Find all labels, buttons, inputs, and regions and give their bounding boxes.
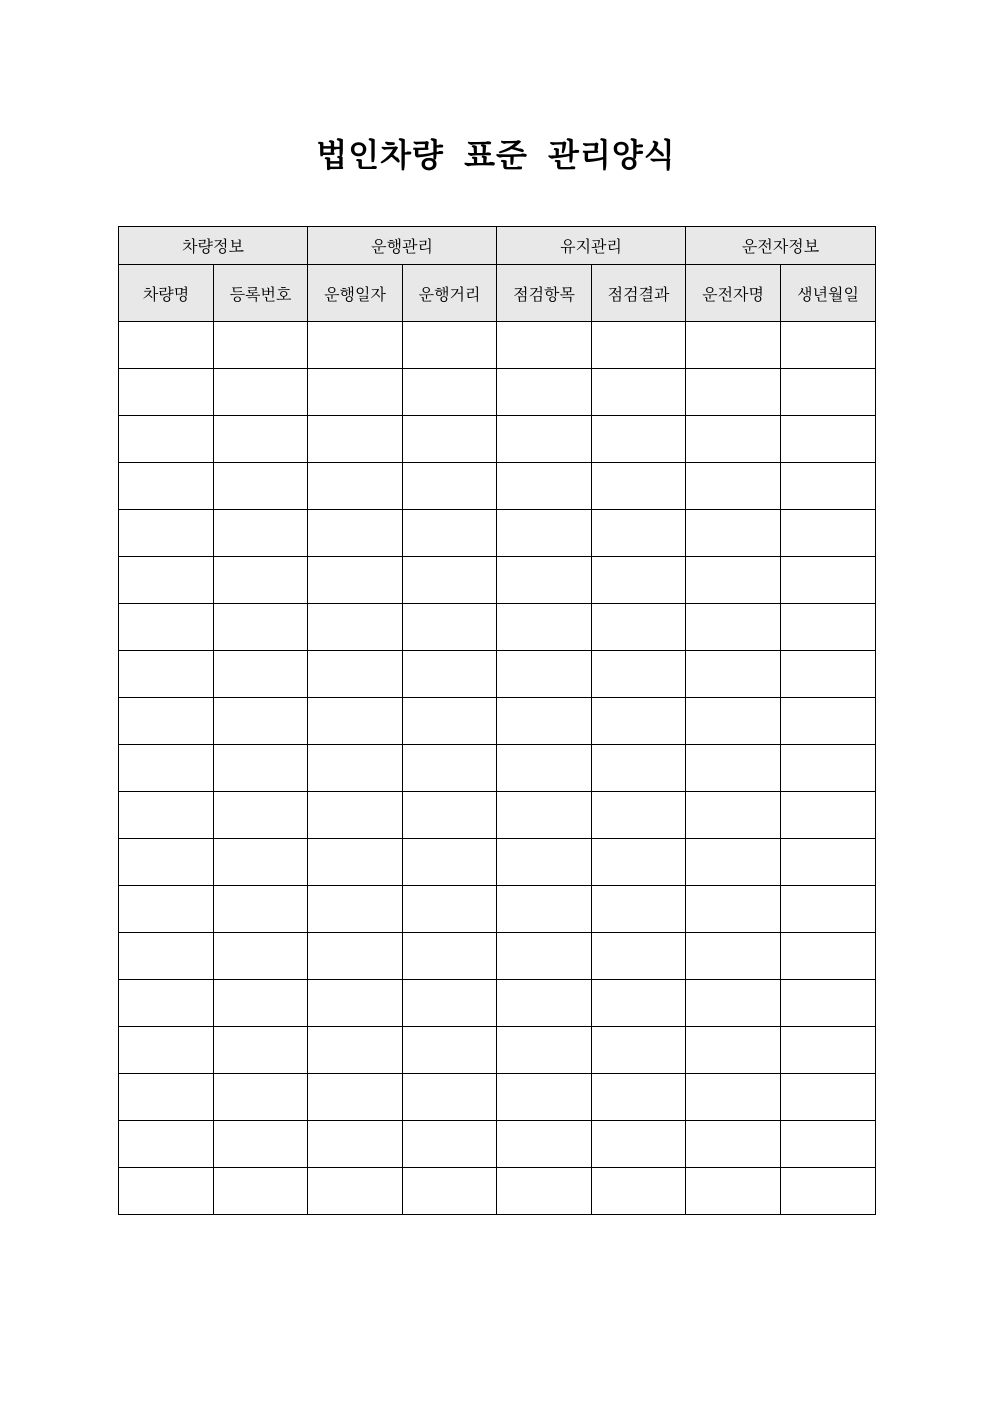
table-cell[interactable] — [308, 1168, 403, 1215]
column-header-inspection-item: 점검항목 — [497, 265, 592, 322]
group-header-row — [119, 227, 876, 265]
table-cell[interactable] — [214, 1074, 308, 1121]
table-row — [119, 792, 876, 839]
table-cell[interactable] — [781, 745, 876, 792]
table-cell[interactable] — [214, 792, 308, 839]
table-cell[interactable] — [403, 369, 497, 416]
table-cell[interactable] — [119, 557, 214, 604]
table-cell[interactable] — [214, 604, 308, 651]
table-cell[interactable] — [119, 698, 214, 745]
table-row — [119, 604, 876, 651]
group-header-operation: 운행관리 — [308, 227, 497, 265]
table-row — [119, 463, 876, 510]
table-row — [119, 1027, 876, 1074]
table-cell[interactable] — [119, 604, 214, 651]
table-cell[interactable] — [686, 1027, 781, 1074]
table-cell[interactable] — [592, 416, 686, 463]
table-cell[interactable] — [214, 463, 308, 510]
table-cell[interactable] — [497, 510, 592, 557]
table-cell[interactable] — [686, 369, 781, 416]
table-cell[interactable] — [781, 651, 876, 698]
table-cell[interactable] — [119, 792, 214, 839]
table-cell[interactable] — [781, 557, 876, 604]
table-cell[interactable] — [592, 886, 686, 933]
table-cell[interactable] — [214, 651, 308, 698]
table-cell[interactable] — [686, 604, 781, 651]
table-cell[interactable] — [403, 886, 497, 933]
table-cell[interactable] — [308, 839, 403, 886]
table-cell[interactable] — [214, 698, 308, 745]
table-cell[interactable] — [592, 1074, 686, 1121]
table-cell[interactable] — [686, 1074, 781, 1121]
table-cell[interactable] — [119, 886, 214, 933]
table-row — [119, 1074, 876, 1121]
table-cell[interactable] — [497, 463, 592, 510]
table-cell[interactable] — [214, 745, 308, 792]
table-cell[interactable] — [686, 792, 781, 839]
table-cell[interactable] — [308, 557, 403, 604]
group-header-driver-info: 운전자정보 — [686, 227, 876, 265]
table-cell[interactable] — [497, 745, 592, 792]
table-cell[interactable] — [781, 980, 876, 1027]
vehicle-management-table — [118, 226, 876, 1215]
table-cell[interactable] — [119, 463, 214, 510]
table-cell[interactable] — [119, 510, 214, 557]
table-cell[interactable] — [308, 1027, 403, 1074]
table-cell[interactable] — [214, 1168, 308, 1215]
table-cell[interactable] — [497, 604, 592, 651]
table-cell[interactable] — [592, 557, 686, 604]
table-cell[interactable] — [403, 416, 497, 463]
table-cell[interactable] — [497, 980, 592, 1027]
table-row — [119, 933, 876, 980]
table-cell[interactable] — [781, 1168, 876, 1215]
table-cell[interactable] — [403, 745, 497, 792]
table-cell[interactable] — [686, 886, 781, 933]
column-header-operation-distance: 운행거리 — [403, 265, 497, 322]
table-cell[interactable] — [119, 1168, 214, 1215]
table-cell[interactable] — [403, 463, 497, 510]
table-cell[interactable] — [119, 1074, 214, 1121]
table-row — [119, 839, 876, 886]
table-cell[interactable] — [214, 886, 308, 933]
table-cell[interactable] — [403, 933, 497, 980]
table-cell[interactable] — [686, 322, 781, 369]
column-header-inspection-result: 점검결과 — [592, 265, 686, 322]
table-cell[interactable] — [592, 604, 686, 651]
table-cell[interactable] — [592, 933, 686, 980]
table-cell[interactable] — [592, 698, 686, 745]
table-cell[interactable] — [308, 980, 403, 1027]
table-cell[interactable] — [403, 698, 497, 745]
table-cell[interactable] — [592, 792, 686, 839]
table-cell[interactable] — [119, 980, 214, 1027]
table-cell[interactable] — [686, 839, 781, 886]
table-cell[interactable] — [308, 1121, 403, 1168]
table-cell[interactable] — [497, 886, 592, 933]
table-cell[interactable] — [592, 1027, 686, 1074]
table-cell[interactable] — [686, 745, 781, 792]
table-cell[interactable] — [214, 416, 308, 463]
table-cell[interactable] — [497, 416, 592, 463]
table-cell[interactable] — [781, 322, 876, 369]
table-row — [119, 1121, 876, 1168]
table-cell[interactable] — [119, 933, 214, 980]
table-cell[interactable] — [403, 1121, 497, 1168]
table-cell[interactable] — [686, 463, 781, 510]
column-header-vehicle-name: 차량명 — [119, 265, 214, 322]
table-cell[interactable] — [592, 1121, 686, 1168]
table-cell[interactable] — [308, 651, 403, 698]
table-cell[interactable] — [119, 416, 214, 463]
table-cell[interactable] — [686, 651, 781, 698]
table-cell[interactable] — [781, 839, 876, 886]
table-cell[interactable] — [403, 792, 497, 839]
table-row — [119, 745, 876, 792]
table-cell[interactable] — [214, 980, 308, 1027]
table-body — [119, 322, 876, 1215]
table-cell[interactable] — [781, 1027, 876, 1074]
table-cell[interactable] — [403, 322, 497, 369]
table-cell[interactable] — [686, 416, 781, 463]
table-cell[interactable] — [308, 604, 403, 651]
table-cell[interactable] — [308, 792, 403, 839]
table-cell[interactable] — [686, 510, 781, 557]
table-cell[interactable] — [497, 651, 592, 698]
table-cell[interactable] — [119, 839, 214, 886]
table-cell[interactable] — [686, 698, 781, 745]
table-cell[interactable] — [214, 933, 308, 980]
table-cell[interactable] — [119, 322, 214, 369]
table-cell[interactable] — [308, 510, 403, 557]
column-header-driver-name: 운전자명 — [686, 265, 781, 322]
table-cell[interactable] — [781, 698, 876, 745]
table-cell[interactable] — [119, 1121, 214, 1168]
table-cell[interactable] — [403, 510, 497, 557]
table-cell[interactable] — [119, 651, 214, 698]
table-cell[interactable] — [308, 1074, 403, 1121]
table-cell[interactable] — [308, 886, 403, 933]
table-cell[interactable] — [497, 557, 592, 604]
table-cell[interactable] — [214, 557, 308, 604]
table-cell[interactable] — [781, 1121, 876, 1168]
table-cell[interactable] — [119, 1027, 214, 1074]
table-cell[interactable] — [781, 792, 876, 839]
table-cell[interactable] — [308, 369, 403, 416]
group-header-vehicle-info: 차량정보 — [119, 227, 308, 265]
table-cell[interactable] — [592, 510, 686, 557]
table-cell[interactable] — [497, 839, 592, 886]
table-cell[interactable] — [403, 1027, 497, 1074]
table-cell[interactable] — [592, 1168, 686, 1215]
table-cell[interactable] — [592, 980, 686, 1027]
table-cell[interactable] — [214, 369, 308, 416]
table-cell[interactable] — [781, 933, 876, 980]
table-cell[interactable] — [497, 792, 592, 839]
table-cell[interactable] — [497, 1121, 592, 1168]
table-row — [119, 1168, 876, 1215]
table-cell[interactable] — [781, 1074, 876, 1121]
table-cell[interactable] — [497, 1074, 592, 1121]
table-cell[interactable] — [308, 745, 403, 792]
table-cell[interactable] — [497, 698, 592, 745]
table-cell[interactable] — [403, 980, 497, 1027]
table-cell[interactable] — [592, 463, 686, 510]
column-header-birth-date: 생년월일 — [781, 265, 876, 322]
table-cell[interactable] — [214, 510, 308, 557]
table-cell[interactable] — [781, 510, 876, 557]
table-cell[interactable] — [592, 745, 686, 792]
table-cell[interactable] — [119, 369, 214, 416]
table-cell[interactable] — [403, 839, 497, 886]
table-cell[interactable] — [592, 369, 686, 416]
table-cell[interactable] — [592, 651, 686, 698]
table-cell[interactable] — [308, 933, 403, 980]
table-cell[interactable] — [686, 980, 781, 1027]
table-row — [119, 510, 876, 557]
column-header-operation-date: 운행일자 — [308, 265, 403, 322]
table-cell[interactable] — [781, 369, 876, 416]
form-title: 법인차량 표준 관리양식 — [316, 136, 676, 174]
column-header-registration-number: 등록번호 — [214, 265, 308, 322]
table-cell[interactable] — [497, 1027, 592, 1074]
group-header-maintenance: 유지관리 — [497, 227, 686, 265]
table-cell[interactable] — [781, 886, 876, 933]
table-row — [119, 557, 876, 604]
table-cell[interactable] — [403, 1168, 497, 1215]
table-row — [119, 698, 876, 745]
table-cell[interactable] — [403, 604, 497, 651]
table-cell[interactable] — [497, 933, 592, 980]
table-row — [119, 886, 876, 933]
column-header-row — [119, 265, 876, 322]
table-cell[interactable] — [781, 416, 876, 463]
table-cell[interactable] — [403, 651, 497, 698]
table-cell[interactable] — [497, 369, 592, 416]
table-cell[interactable] — [214, 322, 308, 369]
table-cell[interactable] — [686, 1168, 781, 1215]
table-cell[interactable] — [686, 933, 781, 980]
table-cell[interactable] — [308, 322, 403, 369]
table-cell[interactable] — [119, 745, 214, 792]
table-cell[interactable] — [497, 1168, 592, 1215]
table-row — [119, 322, 876, 369]
table-row — [119, 980, 876, 1027]
table-row — [119, 369, 876, 416]
table-cell[interactable] — [592, 839, 686, 886]
table-cell[interactable] — [214, 839, 308, 886]
table-cell[interactable] — [497, 322, 592, 369]
table-cell[interactable] — [781, 463, 876, 510]
table-cell[interactable] — [214, 1121, 308, 1168]
table-row — [119, 416, 876, 463]
table-cell[interactable] — [403, 1074, 497, 1121]
table-cell[interactable] — [686, 1121, 781, 1168]
table-cell[interactable] — [308, 698, 403, 745]
table-cell[interactable] — [403, 557, 497, 604]
table-cell[interactable] — [592, 322, 686, 369]
table-cell[interactable] — [308, 416, 403, 463]
table-row — [119, 651, 876, 698]
table-cell[interactable] — [781, 604, 876, 651]
table-cell[interactable] — [686, 557, 781, 604]
table-cell[interactable] — [214, 1027, 308, 1074]
table-cell[interactable] — [308, 463, 403, 510]
